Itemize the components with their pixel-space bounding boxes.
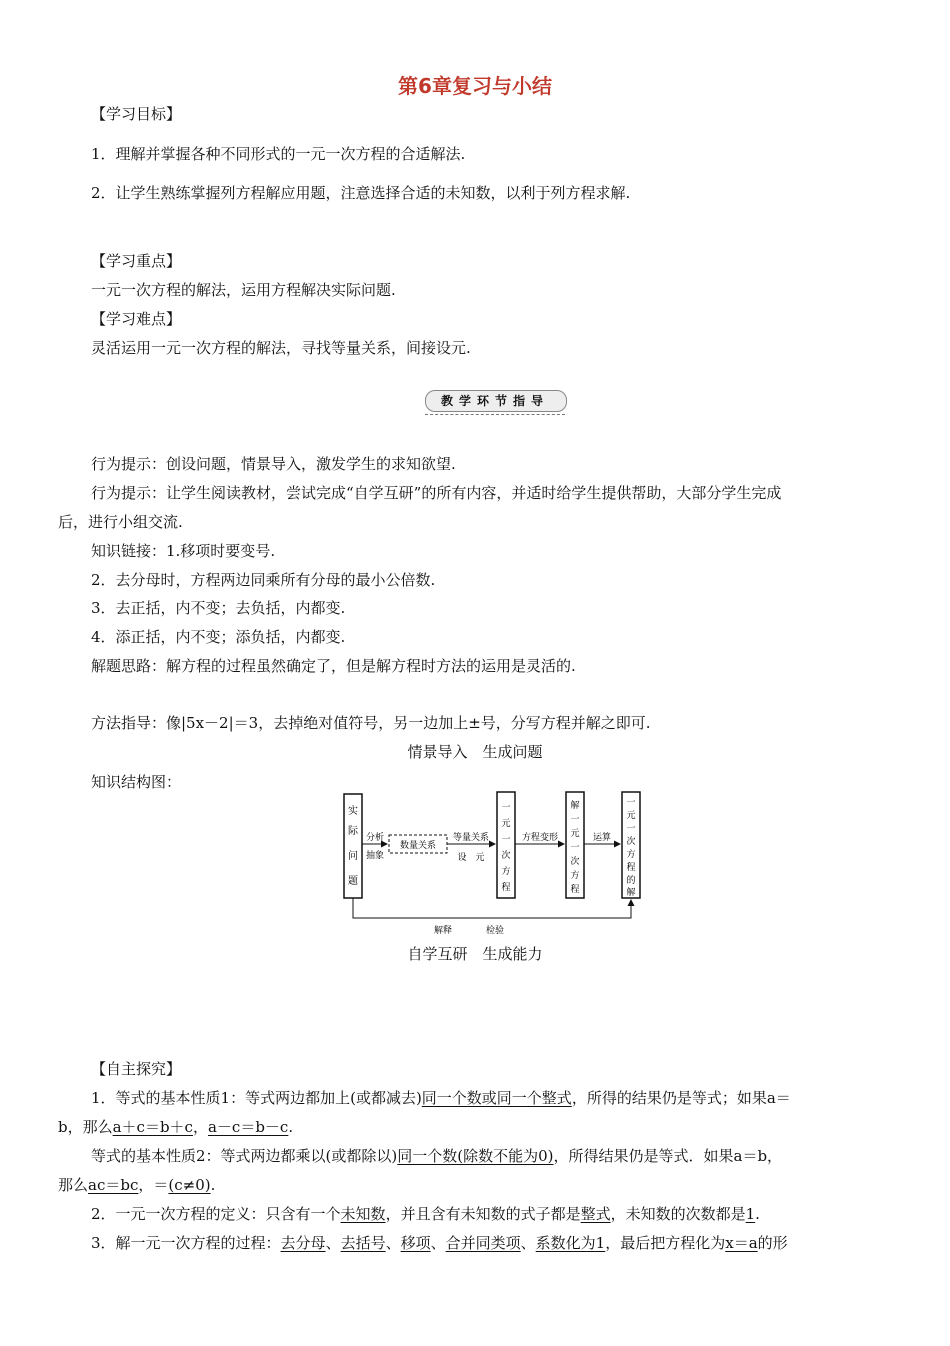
knowledge-link-4: 4．添正括，内不变；添负括，内都变. bbox=[91, 628, 346, 646]
dashed-box-label: 数量关系 bbox=[399, 841, 437, 851]
banner-text: 教学环节指导 bbox=[440, 394, 549, 408]
box3-char-5: 方 bbox=[570, 871, 580, 881]
behavior-hint-1: 行为提示：创设问题，情景导入，激发学生的求知欲望. bbox=[91, 455, 456, 473]
structure-label: 知识结构图： bbox=[91, 773, 182, 791]
text: . bbox=[755, 1205, 760, 1223]
method-guide: 方法指导：像|5x－2|＝3，去掉绝对值符号，另一边加上±号，分写方程并解之即可. bbox=[91, 714, 651, 732]
focus-heading: 【学习重点】 bbox=[91, 252, 182, 270]
knowledge-link-1: 知识链接：1.移项时要变号. bbox=[91, 542, 276, 560]
text: 、 bbox=[520, 1234, 536, 1252]
box1-char-1: 际 bbox=[348, 826, 358, 837]
box1-char-3: 题 bbox=[348, 876, 358, 887]
explore-line-6 bbox=[91, 1232, 788, 1253]
answer-blank: 未知数 bbox=[340, 1205, 386, 1223]
text: 、 bbox=[430, 1234, 446, 1252]
knowledge-link-2: 2．去分母时，方程两边同乘所有分母的最小公倍数. bbox=[91, 571, 436, 589]
difficulty-text: 灵活运用一元一次方程的解法，寻找等量关系，间接设元. bbox=[91, 339, 471, 357]
explore-line-3 bbox=[91, 1145, 782, 1166]
text: ，最后把方程化为 bbox=[605, 1234, 726, 1252]
explore-line-5 bbox=[91, 1203, 760, 1224]
box3-char-4: 次 bbox=[570, 857, 580, 867]
text: ，所得结果仍是等式．如果a＝b， bbox=[553, 1147, 783, 1165]
explore-heading: 【自主探究】 bbox=[91, 1060, 182, 1078]
answer-blank: 同一个数(除数不能为0) bbox=[397, 1147, 554, 1165]
box1-char-2: 问 bbox=[348, 851, 358, 862]
text: ，未知数的次数都是 bbox=[610, 1205, 746, 1223]
box4-char-6: 的 bbox=[626, 876, 636, 886]
answer-blank: a－c＝b－c bbox=[207, 1118, 289, 1136]
answer-blank: 去括号 bbox=[340, 1234, 386, 1252]
text: 2．一元一次方程的定义：只含有一个 bbox=[91, 1205, 341, 1223]
box3-char-3: 一 bbox=[570, 843, 580, 853]
box2-char-4: 方 bbox=[501, 867, 511, 877]
box4-char-0: 一 bbox=[626, 798, 636, 808]
text: ，并且含有未知数的式子都是 bbox=[385, 1205, 581, 1223]
loop-label-check: 检验 bbox=[485, 926, 505, 936]
text: 等式的基本性质2：等式两边都乘以(或都除以) bbox=[91, 1147, 398, 1165]
answer-blank: 合并同类项 bbox=[445, 1234, 521, 1252]
box2-char-3: 次 bbox=[501, 851, 511, 861]
text: . bbox=[210, 1176, 216, 1194]
knowledge-structure-diagram bbox=[330, 786, 650, 938]
box4-char-7: 解 bbox=[626, 888, 636, 898]
box3-char-2: 元 bbox=[570, 829, 580, 839]
arrow1-top-label: 分析 bbox=[365, 833, 385, 843]
goals-heading: 【学习目标】 bbox=[91, 105, 182, 123]
arrow2-top-label: 等量关系 bbox=[452, 833, 490, 843]
focus-text: 一元一次方程的解法，运用方程解决实际问题. bbox=[91, 281, 396, 299]
page-title: 第6章复习与小结 bbox=[398, 74, 552, 98]
arrow4-label: 运算 bbox=[592, 833, 612, 843]
answer-blank: x＝a bbox=[725, 1234, 758, 1252]
box1-char-0: 实 bbox=[348, 806, 358, 817]
text: 、 bbox=[325, 1234, 341, 1252]
difficulty-heading: 【学习难点】 bbox=[91, 310, 182, 328]
solving-thinking: 解题思路：解方程的过程虽然确定了，但是解方程时方法的运用是灵活的. bbox=[91, 657, 576, 675]
text: 1．等式的基本性质1：等式两边都加上(或都减去) bbox=[91, 1089, 422, 1107]
box4-char-3: 次 bbox=[626, 837, 636, 847]
box2-char-1: 元 bbox=[501, 819, 511, 829]
box4-char-5: 程 bbox=[626, 863, 636, 873]
goal-item-2: 2．让学生熟练掌握列方程解应用题，注意选择合适的未知数，以利于列方程求解. bbox=[91, 184, 631, 202]
box4-char-1: 元 bbox=[626, 811, 636, 821]
text: ， bbox=[192, 1118, 208, 1136]
loop-label-explain: 解释 bbox=[433, 926, 453, 936]
answer-blank: 整式 bbox=[580, 1205, 611, 1223]
arrow1-bottom-label: 抽象 bbox=[365, 851, 385, 861]
text: ，＝ bbox=[138, 1176, 169, 1194]
answer-blank: (c≠0) bbox=[168, 1176, 211, 1194]
section-banner bbox=[425, 390, 565, 416]
explore-line-1 bbox=[91, 1087, 791, 1108]
answer-blank: 系数化为1 bbox=[535, 1234, 606, 1252]
box4-char-2: 一 bbox=[626, 824, 636, 834]
box3-char-6: 程 bbox=[570, 885, 580, 895]
arrow2-bottom-label: 设 元 bbox=[457, 853, 485, 863]
box3-char-1: 一 bbox=[570, 815, 580, 825]
text: 的形 bbox=[757, 1234, 788, 1252]
section-heading-self-study: 自学互研 生成能力 bbox=[407, 945, 543, 963]
box2-char-5: 程 bbox=[501, 883, 511, 893]
text: b，那么 bbox=[58, 1118, 113, 1136]
answer-blank: 去分母 bbox=[280, 1234, 326, 1252]
box2-char-0: 一 bbox=[501, 803, 511, 813]
text: 那么 bbox=[58, 1176, 89, 1194]
section-heading-intro: 情景导入 生成问题 bbox=[407, 743, 543, 761]
answer-blank: ac＝bc bbox=[88, 1176, 139, 1194]
text: . bbox=[288, 1118, 294, 1136]
arrow3-label: 方程变形 bbox=[521, 833, 559, 843]
answer-blank: 移项 bbox=[400, 1234, 431, 1252]
box3-char-0: 解 bbox=[570, 801, 580, 811]
box4-char-4: 方 bbox=[626, 850, 636, 860]
behavior-hint-2-line2: 后，进行小组交流. bbox=[58, 513, 183, 531]
text: ，所得的结果仍是等式；如果a＝ bbox=[571, 1089, 791, 1107]
text: 、 bbox=[385, 1234, 401, 1252]
explore-line-2 bbox=[58, 1116, 293, 1137]
answer-blank: 同一个数或同一个整式 bbox=[421, 1089, 572, 1107]
answer-blank: a＋c＝b＋c bbox=[112, 1118, 193, 1136]
explore-line-4 bbox=[58, 1174, 215, 1195]
goal-item-1: 1．理解并掌握各种不同形式的一元一次方程的合适解法. bbox=[91, 145, 466, 163]
box2-char-2: 一 bbox=[501, 835, 511, 845]
text: 3．解一元一次方程的过程： bbox=[91, 1234, 281, 1252]
answer-blank: 1 bbox=[745, 1205, 756, 1223]
behavior-hint-2-line1: 行为提示：让学生阅读教材，尝试完成“自学互研”的所有内容，并适时给学生提供帮助，大部分学生完成 bbox=[91, 484, 782, 502]
knowledge-link-3: 3．去正括，内不变；去负括，内都变. bbox=[91, 599, 346, 617]
